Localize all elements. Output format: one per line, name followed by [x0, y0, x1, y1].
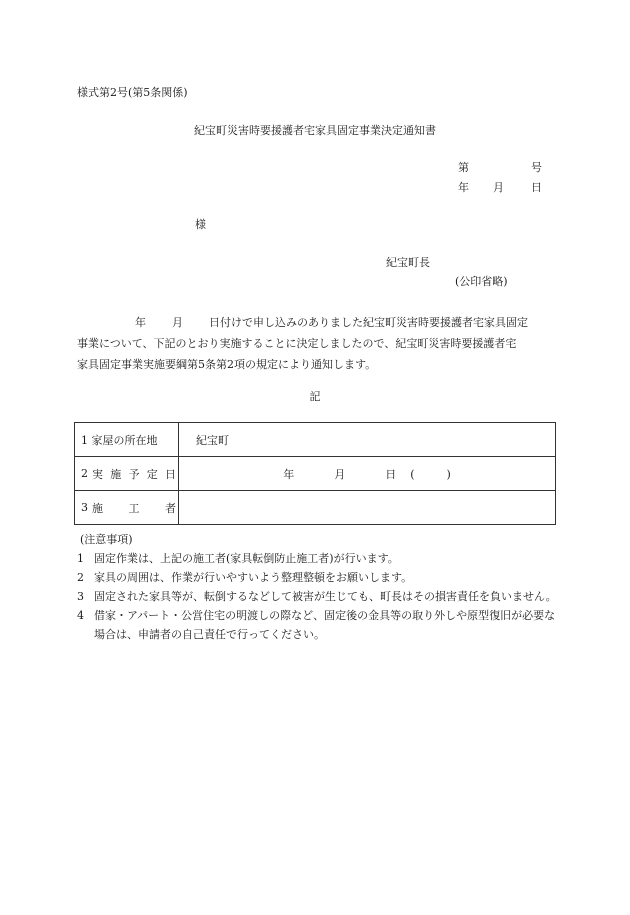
location-value: 紀宝町: [179, 423, 556, 457]
issuer-name: 紀宝町長: [386, 256, 430, 269]
list-item: [77, 549, 557, 568]
note-text: 借家・アパート・公営住宅の明渡しの際など、固定後の金具等の取り外しや原型復旧が必要な場合は、申請者の自己責任で行ってください。: [94, 609, 556, 641]
label-char: 定: [146, 467, 158, 481]
label-char: 者: [165, 501, 176, 515]
note-number: 2: [77, 571, 84, 584]
notes-title: (注意事項): [80, 533, 133, 546]
body-year-label: 年: [135, 316, 146, 329]
note-number: 4: [77, 609, 84, 622]
list-item: [77, 568, 557, 587]
note-text: 固定された家具等が、転倒するなどして被害が生じても、町長はその損害責任を負いません。: [94, 590, 557, 603]
contractor-label-text: [92, 500, 176, 516]
paren-open: (: [410, 467, 415, 481]
label-char: 実: [92, 467, 103, 481]
location-label: 1 家屋の所在地: [75, 423, 179, 457]
table-row: [75, 457, 556, 491]
note-number: 1: [77, 552, 84, 565]
contractor-label: [75, 491, 179, 525]
body-paragraph: [77, 312, 554, 375]
scheduled-date-label-text: [92, 466, 176, 482]
list-item: [77, 606, 557, 644]
paren-close: ): [446, 467, 451, 481]
ki-heading: 記: [309, 390, 321, 403]
form-number-label: 様式第2号(第5条関係): [77, 86, 188, 99]
label-char: 施: [110, 467, 122, 481]
note-text: 固定作業は、上記の施工者(家具転倒防止施工者)が行います。: [94, 552, 399, 565]
number-prefix: 第: [458, 161, 469, 174]
label-char: 日: [165, 467, 176, 481]
row-number: 3: [81, 501, 88, 514]
addressee-honorific: 様: [195, 218, 206, 231]
label-char: 工: [128, 501, 140, 515]
date-month-label: 月: [493, 181, 504, 194]
scheduled-date-label: [75, 457, 179, 491]
table-row: [75, 491, 556, 525]
scheduled-day-label: 日: [385, 467, 397, 481]
seal-omitted-note: (公印省略): [455, 275, 508, 288]
table-row: [75, 423, 556, 457]
details-table: [74, 422, 556, 525]
document-title: 紀宝町災害時要援護者宅家具固定事業決定通知書: [194, 124, 436, 137]
body-line-1-text: 日付けで申し込みのありました紀宝町災害時要援護者宅家具固定: [209, 316, 528, 329]
date-year-label: 年: [458, 181, 469, 194]
label-char: 施: [92, 501, 103, 515]
row-number: 2: [81, 467, 88, 480]
body-line-3: 家具固定事業実施要綱第5条第2項の規定により通知します。: [77, 358, 377, 371]
body-line-2: 事業について、下記のとおり実施することに決定しましたので、紀宝町災害時要援護者宅: [77, 337, 517, 350]
list-item: [77, 587, 557, 606]
notes-section: [77, 530, 557, 644]
scheduled-year-label: 年: [283, 467, 295, 481]
scheduled-month-label: 月: [334, 467, 346, 481]
body-month-label: 月: [172, 316, 183, 329]
contractor-value: [179, 491, 556, 525]
number-suffix: 号: [531, 161, 542, 174]
scheduled-date-value: [179, 457, 556, 491]
note-text: 家具の周囲は、作業が行いやすいよう整理整頓をお願いします。: [94, 571, 413, 584]
note-number: 3: [77, 590, 84, 603]
body-line-1: [77, 312, 554, 333]
label-char: 予: [128, 467, 140, 481]
date-day-label: 日: [531, 181, 542, 194]
